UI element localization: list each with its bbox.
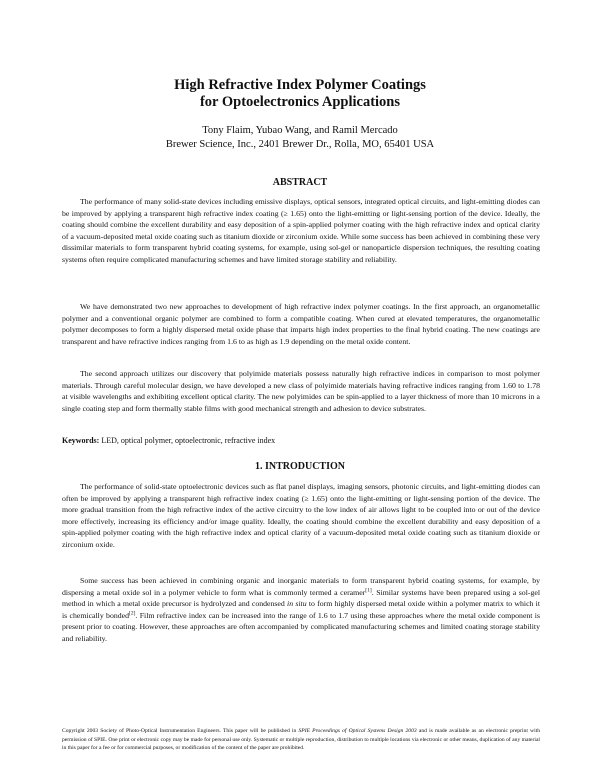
intro-p2-part-a: Some success has been achieved in combining organic and inorganic materials to form transparent hybrid coating systems, for example, by dispersing a metal oxide sol in a polymer vehicle to form what is commonly termed a ceramer bbox=[62, 576, 540, 597]
reference-1[interactable]: [1] bbox=[365, 587, 372, 593]
intro-p2-part-d: . Film refractive index can be increased into the range of 1.6 to 1.7 using these approaches where the metal oxide component is present prior to coating. However, these approaches are often accompanied by complicated manufacturing schemes and limited coating storage stability and reliability. bbox=[62, 610, 540, 643]
authors: Tony Flaim, Yubao Wang, and Ramil Mercado bbox=[202, 125, 398, 136]
introduction-heading: 1. INTRODUCTION bbox=[254, 461, 345, 472]
keywords-text: LED, optical polymer, optoelectronic, refractive index bbox=[101, 436, 276, 445]
keywords bbox=[62, 436, 540, 445]
keywords-label: Keywords: bbox=[62, 436, 100, 445]
abstract-paragraph-1: The performance of many solid-state devices including emissive displays, optical sensors, integrated optical circuits, and light-emitting diodes can be improved by applying a transparent high refractive index coating (≥ 1.65) onto the light-emitting or light-sensing portion of the device. Ideally, the coating should combine the excellent durability and easy deposition of a spin-applied polymer coating with the high refractive index and optical clarity of a vacuum-deposited metal oxide coating such as titanium dioxide or zirconium oxide. While some success has been achieved in combining these very dissimilar materials to form transparent hybrid coating systems, for example, using sol-gel or nanoparticle dispersion techniques, the resulting coating systems often require complicated manufacturing schemes and have limited storage stability and reliability. bbox=[62, 197, 540, 264]
reference-2[interactable]: [2] bbox=[129, 610, 136, 617]
footer-italic: SPIE Proceedings of Optical Systems Design 2003 bbox=[298, 728, 417, 734]
title-line-1: High Refractive Index Polymer Coatings bbox=[174, 77, 426, 93]
intro-p2-italic: in situ bbox=[287, 599, 307, 609]
abstract-paragraph-2: We have demonstrated two new approaches to development of high refractive index polymer coatings. In the first approach, an organometallic polymer and a conventional organic polymer are combined to form a compatible coating. When cured at elevated temperatures, the organometallic polymer decomposes to form a highly dispersed metal oxide phase that imparts high index properties to the final hybrid coating. The new coatings are transparent and have refractive indices ranging from 1.6 to as high as 1.9 depending on the metal oxide content. bbox=[62, 302, 540, 346]
paper-title bbox=[0, 77, 600, 111]
intro-p2-part-c: to form highly dispersed metal oxide within a polymer matrix to which it is chemically bonded bbox=[62, 599, 540, 620]
intro-paragraph-2 bbox=[62, 575, 540, 645]
footer-part-1: Copyright 2003 Society of Photo-Optical Instrumentation Engineers. This paper will be published in bbox=[62, 728, 299, 734]
title-line-2: for Optoelectronics Applications bbox=[199, 94, 401, 110]
intro-paragraph-1: The performance of solid-state optoelectronic devices such as flat panel displays, imaging sensors, photonic circuits, and light-emitting diodes can often be improved by applying a transparent high refractive index coating (≥ 1.65) onto the light-emitting or light-sensing portion of the device. The more gradual transition from the high refractive index of the active circuitry to the low index of air allows light to be coupled into or out of the device more effectively, increasing its efficiency and/or image quality. Ideally, the coating should combine the excellent durability and easy deposition of a spin-applied polymer coating with the high refractive index and optical clarity of a vacuum-deposited metal oxide coating such as titanium dioxide or zirconium oxide. bbox=[62, 482, 540, 549]
affiliation: Brewer Science, Inc., 2401 Brewer Dr., Rolla, MO, 65401 USA bbox=[165, 139, 435, 150]
intro-p2-part-b: . Similar systems have been prepared using a sol-gel method in which a metal oxide precursor is hydrolyzed and condensed bbox=[62, 587, 540, 609]
author-block bbox=[0, 124, 600, 152]
abstract-paragraph-3: The second approach utilizes our discovery that polyimide materials possess naturally high refractive indices in comparison to most polymer materials. Through careful molecular design, we have developed a new class of polyimide materials having refractive indices ranging from 1.60 to 1.78 at visible wavelengths and exhibiting excellent optical clarity. The new polyimides can be spin-applied to a layer thickness of more than 10 microns in a single coating step and form thermally stable films with good mechanical strength and adhesion to device substrates. bbox=[62, 369, 540, 413]
footer-part-2: and is made available as an electronic preprint with permission of SPIE. One print or electronic copy may be made for personal use only. Systematic or multiple reproduction, distribution to multiple locations via electronic or other means, duplication of any material in this paper for a fee or for commercial purposes, or modification of the content of the paper are prohibited. bbox=[62, 728, 540, 752]
copyright-footer bbox=[62, 727, 540, 753]
abstract-heading: ABSTRACT bbox=[272, 177, 328, 188]
